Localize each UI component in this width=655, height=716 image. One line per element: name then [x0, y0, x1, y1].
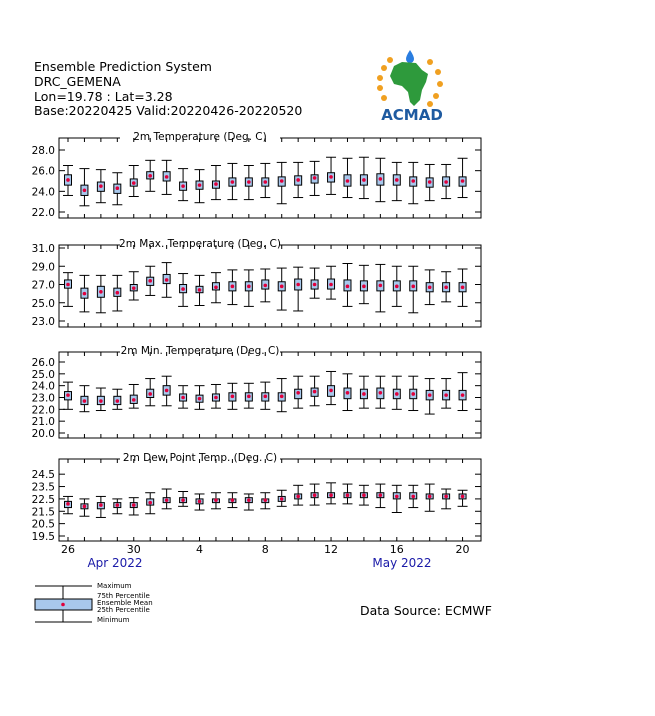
mean-dot [461, 179, 465, 183]
box-2022-05-20 [458, 158, 468, 197]
box-2022-05-06 [227, 493, 237, 508]
mean-dot [99, 503, 103, 507]
legend-label: 25th Percentile [97, 606, 150, 614]
mean-dot [379, 493, 383, 497]
legend-label: Maximum [97, 582, 132, 590]
box-2022-05-19 [441, 164, 451, 198]
box-2022-05-20 [458, 269, 468, 306]
y-tick-label: 20.5 [31, 518, 55, 531]
box-2022-05-12 [326, 266, 336, 299]
mean-dot [116, 503, 120, 507]
box-2022-05-16 [392, 376, 402, 409]
box-2022-05-05 [211, 493, 221, 509]
box-2022-05-06 [227, 163, 237, 199]
mean-dot [395, 495, 399, 499]
mean-dot [198, 288, 202, 292]
mean-dot [165, 278, 169, 282]
legend-label: Ensemble Mean [97, 599, 153, 607]
box-2022-05-14 [359, 485, 369, 505]
mean-dot [395, 285, 399, 289]
mean-dot [83, 505, 87, 509]
box-2022-05-14 [359, 157, 369, 198]
box-2022-04-27 [79, 386, 89, 412]
box-2022-05-13 [342, 264, 352, 307]
y-tick-label: 28.0 [31, 145, 55, 157]
box-2022-05-18 [425, 270, 435, 305]
month-label: Apr 2022 [87, 556, 143, 570]
box-2022-04-30 [129, 272, 139, 300]
box-2022-04-29 [112, 389, 122, 409]
mean-dot [280, 179, 284, 183]
box-2022-05-14 [359, 265, 369, 303]
y-tick-label: 19.5 [31, 531, 55, 543]
header-station: DRC_GEMENA [34, 74, 121, 89]
mean-dot [444, 393, 448, 397]
box-2022-05-04 [195, 386, 205, 410]
month-label: May 2022 [372, 556, 432, 570]
logo-text: ACMAD [381, 106, 443, 124]
x-tick-label: 16 [389, 543, 404, 556]
mean-dot [313, 390, 317, 394]
box-2022-05-09 [277, 268, 287, 310]
mean-dot [329, 283, 333, 287]
mean-dot [66, 178, 70, 182]
y-tick-label: 22.5 [31, 493, 55, 506]
box-2022-05-11 [310, 268, 320, 298]
mean-dot [132, 286, 136, 290]
mean-dot [346, 179, 350, 183]
box-2022-05-08 [260, 382, 270, 409]
y-tick-label: 29.0 [31, 261, 55, 274]
y-tick-label: 24.0 [31, 186, 55, 199]
mean-dot [132, 503, 136, 507]
box-2022-05-17 [408, 266, 418, 313]
box-2022-04-28 [96, 388, 106, 410]
mean-dot [116, 399, 120, 403]
box-2022-04-29 [112, 499, 122, 514]
y-tick-label: 21.0 [31, 416, 55, 429]
box-2022-04-30 [129, 498, 139, 515]
panel-4 [32, 451, 481, 543]
y-tick-label: 25.0 [31, 368, 55, 381]
box-2022-04-28 [96, 170, 106, 203]
data-source: Data Source: ECMWF [360, 603, 492, 618]
box-2022-04-27 [79, 499, 89, 516]
box-2022-05-01 [145, 266, 155, 295]
box-2022-05-16 [392, 162, 402, 200]
mean-dot [296, 495, 300, 499]
panel-frame [59, 459, 481, 541]
mean-dot [214, 182, 218, 186]
x-tick-label: 12 [324, 543, 339, 556]
box-2022-05-17 [408, 485, 418, 507]
box-2022-05-12 [326, 483, 336, 504]
mean-dot [428, 495, 432, 499]
box-2022-05-15 [375, 264, 385, 311]
mean-dot [428, 285, 432, 289]
box-2022-05-09 [277, 379, 287, 412]
mean-dot [99, 290, 103, 294]
box-2022-04-30 [129, 384, 139, 408]
mean-dot [280, 497, 284, 501]
box-2022-05-11 [310, 484, 320, 505]
mean-dot [444, 285, 448, 289]
box-2022-05-05 [211, 166, 221, 200]
panel-title: 2m Dew Point Temp. (Deg. C) [122, 452, 278, 464]
box-2022-05-10 [293, 162, 303, 197]
box-2022-05-19 [441, 272, 451, 302]
box-2022-04-27 [79, 275, 89, 312]
mean-dot [66, 393, 70, 397]
box-2022-04-27 [79, 169, 89, 206]
y-tick-label: 23.0 [31, 392, 55, 405]
mean-dot [313, 176, 317, 180]
y-tick-label: 31.0 [31, 243, 55, 255]
mean-dot [148, 392, 152, 396]
box-2022-05-06 [227, 270, 237, 305]
mean-dot [444, 180, 448, 184]
panel-2 [32, 237, 481, 328]
x-tick-label: 20 [455, 543, 470, 556]
mean-dot [428, 393, 432, 397]
box-2022-05-12 [326, 371, 336, 404]
mean-dot [99, 184, 103, 188]
mean-dot [231, 180, 235, 184]
box-2022-05-15 [375, 484, 385, 507]
box-2022-05-04 [195, 170, 205, 203]
mean-dot [181, 396, 185, 400]
mean-dot [280, 285, 284, 289]
mean-dot [132, 181, 136, 185]
y-tick-label: 25.0 [31, 297, 55, 310]
panel-frame [59, 352, 481, 438]
box-2022-05-13 [342, 484, 352, 504]
mean-dot [116, 186, 120, 190]
box-2022-04-26 [63, 273, 73, 307]
box-2022-04-26 [63, 382, 73, 409]
mean-dot [362, 493, 366, 497]
box-2022-05-11 [310, 376, 320, 406]
box-2022-05-01 [145, 493, 155, 514]
y-tick-label: 26.0 [31, 165, 55, 178]
box-2022-05-15 [375, 158, 385, 201]
box-2022-05-10 [293, 376, 303, 408]
legend [35, 582, 153, 624]
box-2022-05-20 [458, 373, 468, 411]
box-2022-05-05 [211, 384, 221, 408]
mean-dot [263, 284, 267, 288]
box-2022-05-19 [441, 379, 451, 409]
mean-dot [198, 500, 202, 504]
panel-title: 2m Max. Temperature (Deg. C) [119, 238, 281, 250]
mean-dot [379, 177, 383, 181]
y-tick-label: 23.5 [31, 481, 55, 494]
mean-dot [83, 189, 87, 193]
mean-dot [263, 180, 267, 184]
box-2022-05-17 [408, 376, 418, 410]
box-2022-05-11 [310, 161, 320, 195]
y-tick-label: 26.0 [31, 357, 55, 369]
box-2022-05-12 [326, 157, 336, 194]
box-2022-05-09 [277, 162, 287, 203]
mean-dot [263, 395, 267, 399]
panel-frame [59, 245, 481, 327]
box-2022-05-08 [260, 493, 270, 509]
mean-dot [247, 285, 251, 289]
box-2022-05-14 [359, 376, 369, 408]
mean-dot [428, 180, 432, 184]
box-2022-05-17 [408, 162, 418, 203]
box-2022-04-30 [129, 166, 139, 197]
mean-dot [329, 175, 333, 179]
mean-dot [329, 493, 333, 497]
mean-dot [132, 398, 136, 402]
y-tick-label: 22.0 [31, 404, 55, 417]
mean-dot [296, 178, 300, 182]
mean-dot [214, 498, 218, 502]
mean-dot [247, 498, 251, 502]
mean-dot [379, 284, 383, 288]
mean-dot [461, 495, 465, 499]
x-tick-label: 8 [261, 543, 269, 556]
mean-dot [165, 389, 169, 393]
mean-dot [411, 179, 415, 183]
y-tick-label: 23.0 [31, 316, 55, 328]
mean-dot [379, 391, 383, 395]
legend-mean-dot [61, 603, 65, 607]
mean-dot [313, 493, 317, 497]
box-2022-05-18 [425, 164, 435, 200]
mean-dot [247, 180, 251, 184]
box-2022-05-03 [178, 386, 188, 408]
mean-dot [346, 493, 350, 497]
box-2022-04-29 [112, 275, 122, 311]
mean-dot [231, 285, 235, 289]
box-2022-05-02 [162, 263, 172, 298]
box-2022-04-28 [96, 275, 106, 312]
y-tick-label: 22.0 [31, 207, 55, 219]
mean-dot [362, 285, 366, 289]
panel-frame [59, 138, 481, 218]
box-2022-05-18 [425, 484, 435, 511]
mean-dot [165, 175, 169, 179]
legend-label: 75th Percentile [97, 592, 150, 600]
mean-dot [214, 396, 218, 400]
mean-dot [116, 291, 120, 295]
box-2022-05-02 [162, 489, 172, 509]
box-2022-05-07 [244, 494, 254, 510]
box-2022-04-29 [112, 173, 122, 205]
mean-dot [214, 285, 218, 289]
mean-dot [148, 174, 152, 178]
panel-title: 2m Min. Temperature (Deg. C) [120, 345, 280, 357]
mean-dot [395, 178, 399, 182]
y-tick-label: 21.5 [31, 506, 55, 519]
box-2022-05-10 [293, 485, 303, 505]
box-2022-05-06 [227, 383, 237, 409]
box-2022-05-08 [260, 163, 270, 197]
y-tick-label: 27.0 [31, 279, 55, 292]
y-tick-label: 24.5 [31, 469, 55, 482]
mean-dot [461, 393, 465, 397]
mean-dot [411, 285, 415, 289]
box-2022-05-08 [260, 269, 270, 302]
mean-dot [165, 498, 169, 502]
mean-dot [181, 287, 185, 291]
header-dates: Base:20220425 Valid:20220426-20220520 [34, 103, 303, 118]
box-2022-05-18 [425, 379, 435, 415]
mean-dot [83, 292, 87, 296]
box-2022-04-28 [96, 496, 106, 517]
mean-dot [461, 285, 465, 289]
x-tick-label: 4 [196, 543, 204, 556]
box-2022-05-02 [162, 376, 172, 406]
header-coords: Lon=19.78 : Lat=3.28 [34, 89, 173, 104]
panel-1 [32, 130, 481, 219]
box-2022-05-07 [244, 270, 254, 307]
y-tick-label: 24.0 [31, 380, 55, 393]
box-2022-05-02 [162, 160, 172, 194]
mean-dot [411, 495, 415, 499]
mean-dot [148, 279, 152, 283]
mean-dot [263, 498, 267, 502]
box-2022-05-10 [293, 267, 303, 311]
mean-dot [362, 178, 366, 182]
mean-dot [231, 395, 235, 399]
mean-dot [280, 395, 284, 399]
box-2022-05-04 [195, 275, 205, 305]
box-2022-05-13 [342, 158, 352, 197]
box-2022-05-03 [178, 491, 188, 506]
mean-dot [346, 285, 350, 289]
mean-dot [296, 391, 300, 395]
mean-dot [247, 395, 251, 399]
mean-dot [198, 397, 202, 401]
mean-dot [181, 184, 185, 188]
box-2022-05-03 [178, 274, 188, 307]
mean-dot [181, 498, 185, 502]
mean-dot [231, 498, 235, 502]
mean-dot [411, 392, 415, 396]
box-2022-05-07 [244, 383, 254, 408]
box-2022-05-16 [392, 485, 402, 512]
box-2022-05-19 [441, 489, 451, 509]
mean-dot [66, 502, 70, 506]
mean-dot [329, 389, 333, 393]
box-2022-05-04 [195, 494, 205, 510]
header-system: Ensemble Prediction System [34, 59, 212, 74]
box-2022-05-13 [342, 374, 352, 411]
mean-dot [346, 391, 350, 395]
mean-dot [296, 283, 300, 287]
mean-dot [444, 495, 448, 499]
mean-dot [148, 501, 152, 505]
panel-3 [32, 344, 481, 440]
mean-dot [83, 399, 87, 403]
mean-dot [362, 392, 366, 396]
legend-label: Minimum [97, 616, 130, 624]
y-tick-label: 20.0 [31, 428, 55, 440]
box-2022-05-03 [178, 169, 188, 201]
mean-dot [198, 183, 202, 187]
box-2022-05-01 [145, 160, 155, 191]
mean-dot [66, 283, 70, 287]
box-2022-05-16 [392, 266, 402, 306]
box-2022-05-05 [211, 273, 221, 303]
panel-title: 2m Temperature (Deg. C) [133, 131, 267, 143]
box-2022-05-09 [277, 490, 287, 506]
mean-dot [395, 392, 399, 396]
mean-dot [313, 283, 317, 287]
x-tick-label: 26 [61, 543, 75, 556]
box-2022-05-07 [244, 166, 254, 200]
box-2022-05-01 [145, 379, 155, 406]
mean-dot [99, 399, 103, 403]
box-2022-05-20 [458, 490, 468, 506]
box-2022-05-15 [375, 376, 385, 408]
x-tick-label: 30 [126, 543, 141, 556]
